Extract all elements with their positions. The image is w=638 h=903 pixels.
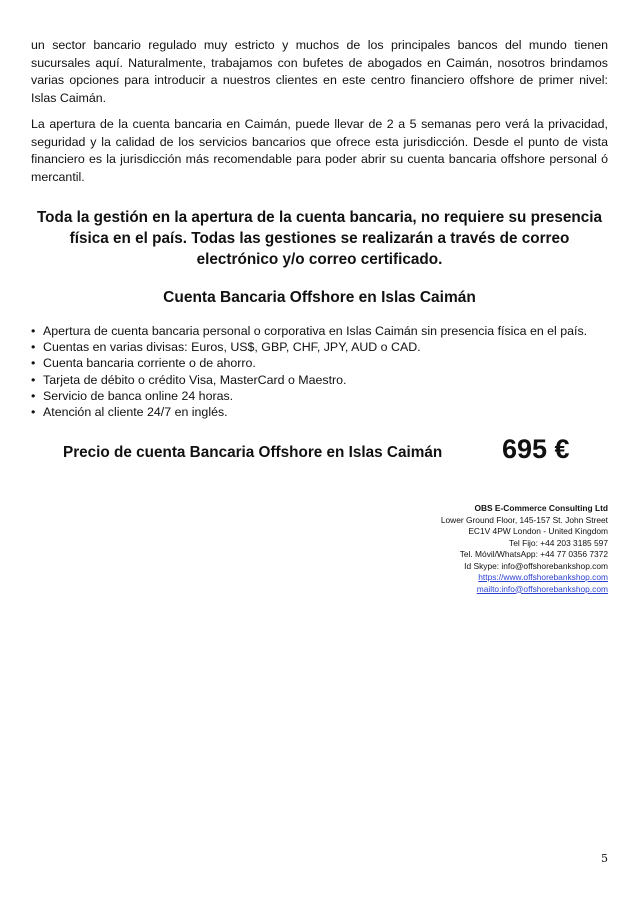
- list-item: [31, 339, 631, 355]
- email-link[interactable]: mailto:info@offshorebankshop.com: [476, 583, 608, 594]
- company-contact-block: [441, 503, 608, 595]
- company-mobile: Tel. Móvil/WhatsApp: +44 77 0356 7372: [459, 549, 608, 559]
- feature-text: Atención al cliente 24/7 en inglés.: [43, 405, 228, 420]
- feature-text: Cuenta bancaria corriente o de ahorro.: [43, 356, 256, 371]
- feature-text: Apertura de cuenta bancaria personal o corporativa en Islas Caimán sin presencia física en el país.: [43, 324, 588, 338]
- list-item: [31, 355, 631, 371]
- feature-text: Cuentas en varias divisas: Euros, US$, GBP, CHF, JPY, AUD o CAD.: [43, 340, 421, 355]
- bullet-icon: •: [31, 405, 36, 420]
- list-item: [31, 372, 631, 388]
- company-skype: Id Skype: info@offshorebankshop.com: [464, 560, 608, 571]
- intro-paragraph: un sector bancario regulado muy estricto y muchos de los principales bancos del mundo tienen sucursales aquí. Naturalmente, trabajamos con bufetes de abogados en Caimán, nosotros brindamos varias opciones para introducir a nuestros clientes en este centro financiero offshore de primer nivel: Islas Caimán.: [31, 38, 608, 105]
- remote-management-notice: Toda la gestión en la apertura de la cuenta bancaria, no requiere su presencia física en el país. Todas las gestiones se realizarán a través de correo electrónico y/o correo certificado.: [36, 209, 603, 268]
- list-item: [31, 404, 631, 420]
- bullet-icon: •: [31, 340, 36, 355]
- features-list: [31, 323, 631, 420]
- bullet-icon: •: [31, 324, 36, 338]
- price-value: 695 €: [502, 434, 570, 464]
- company-address-line1: Lower Ground Floor, 145-157 St. John Street: [440, 514, 608, 525]
- list-item: [31, 388, 631, 404]
- company-name: OBS E-Commerce Consulting Ltd: [474, 503, 608, 513]
- bullet-icon: •: [31, 372, 36, 387]
- company-phone: Tel Fijo: +44 203 3185 597: [509, 537, 608, 548]
- bullet-icon: •: [31, 356, 36, 371]
- page-number: 5: [601, 852, 608, 865]
- bullet-icon: •: [31, 388, 36, 403]
- feature-text: Tarjeta de débito o crédito Visa, MasterCard o Maestro.: [43, 372, 347, 387]
- opening-time-paragraph: La apertura de la cuenta bancaria en Caimán, puede llevar de 2 a 5 semanas pero verá la privacidad, seguridad y la calidad de los servicios bancarios que ofrece esta jurisdicción. Desde el punto de vista financiero es la jurisdicción más recomendable para poder abrir su cuenta bancaria offshore personal ó mercantil.: [31, 117, 608, 184]
- company-address-line2: EC1V 4PW London - United Kingdom: [468, 526, 608, 536]
- website-link[interactable]: https://www.offshorebankshop.com: [478, 572, 608, 582]
- price-label: Precio de cuenta Bancaria Offshore en Islas Caimán: [63, 444, 443, 461]
- list-item: [31, 323, 631, 339]
- feature-text: Servicio de banca online 24 horas.: [43, 388, 234, 403]
- section-title: Cuenta Bancaria Offshore en Islas Caimán: [163, 289, 476, 306]
